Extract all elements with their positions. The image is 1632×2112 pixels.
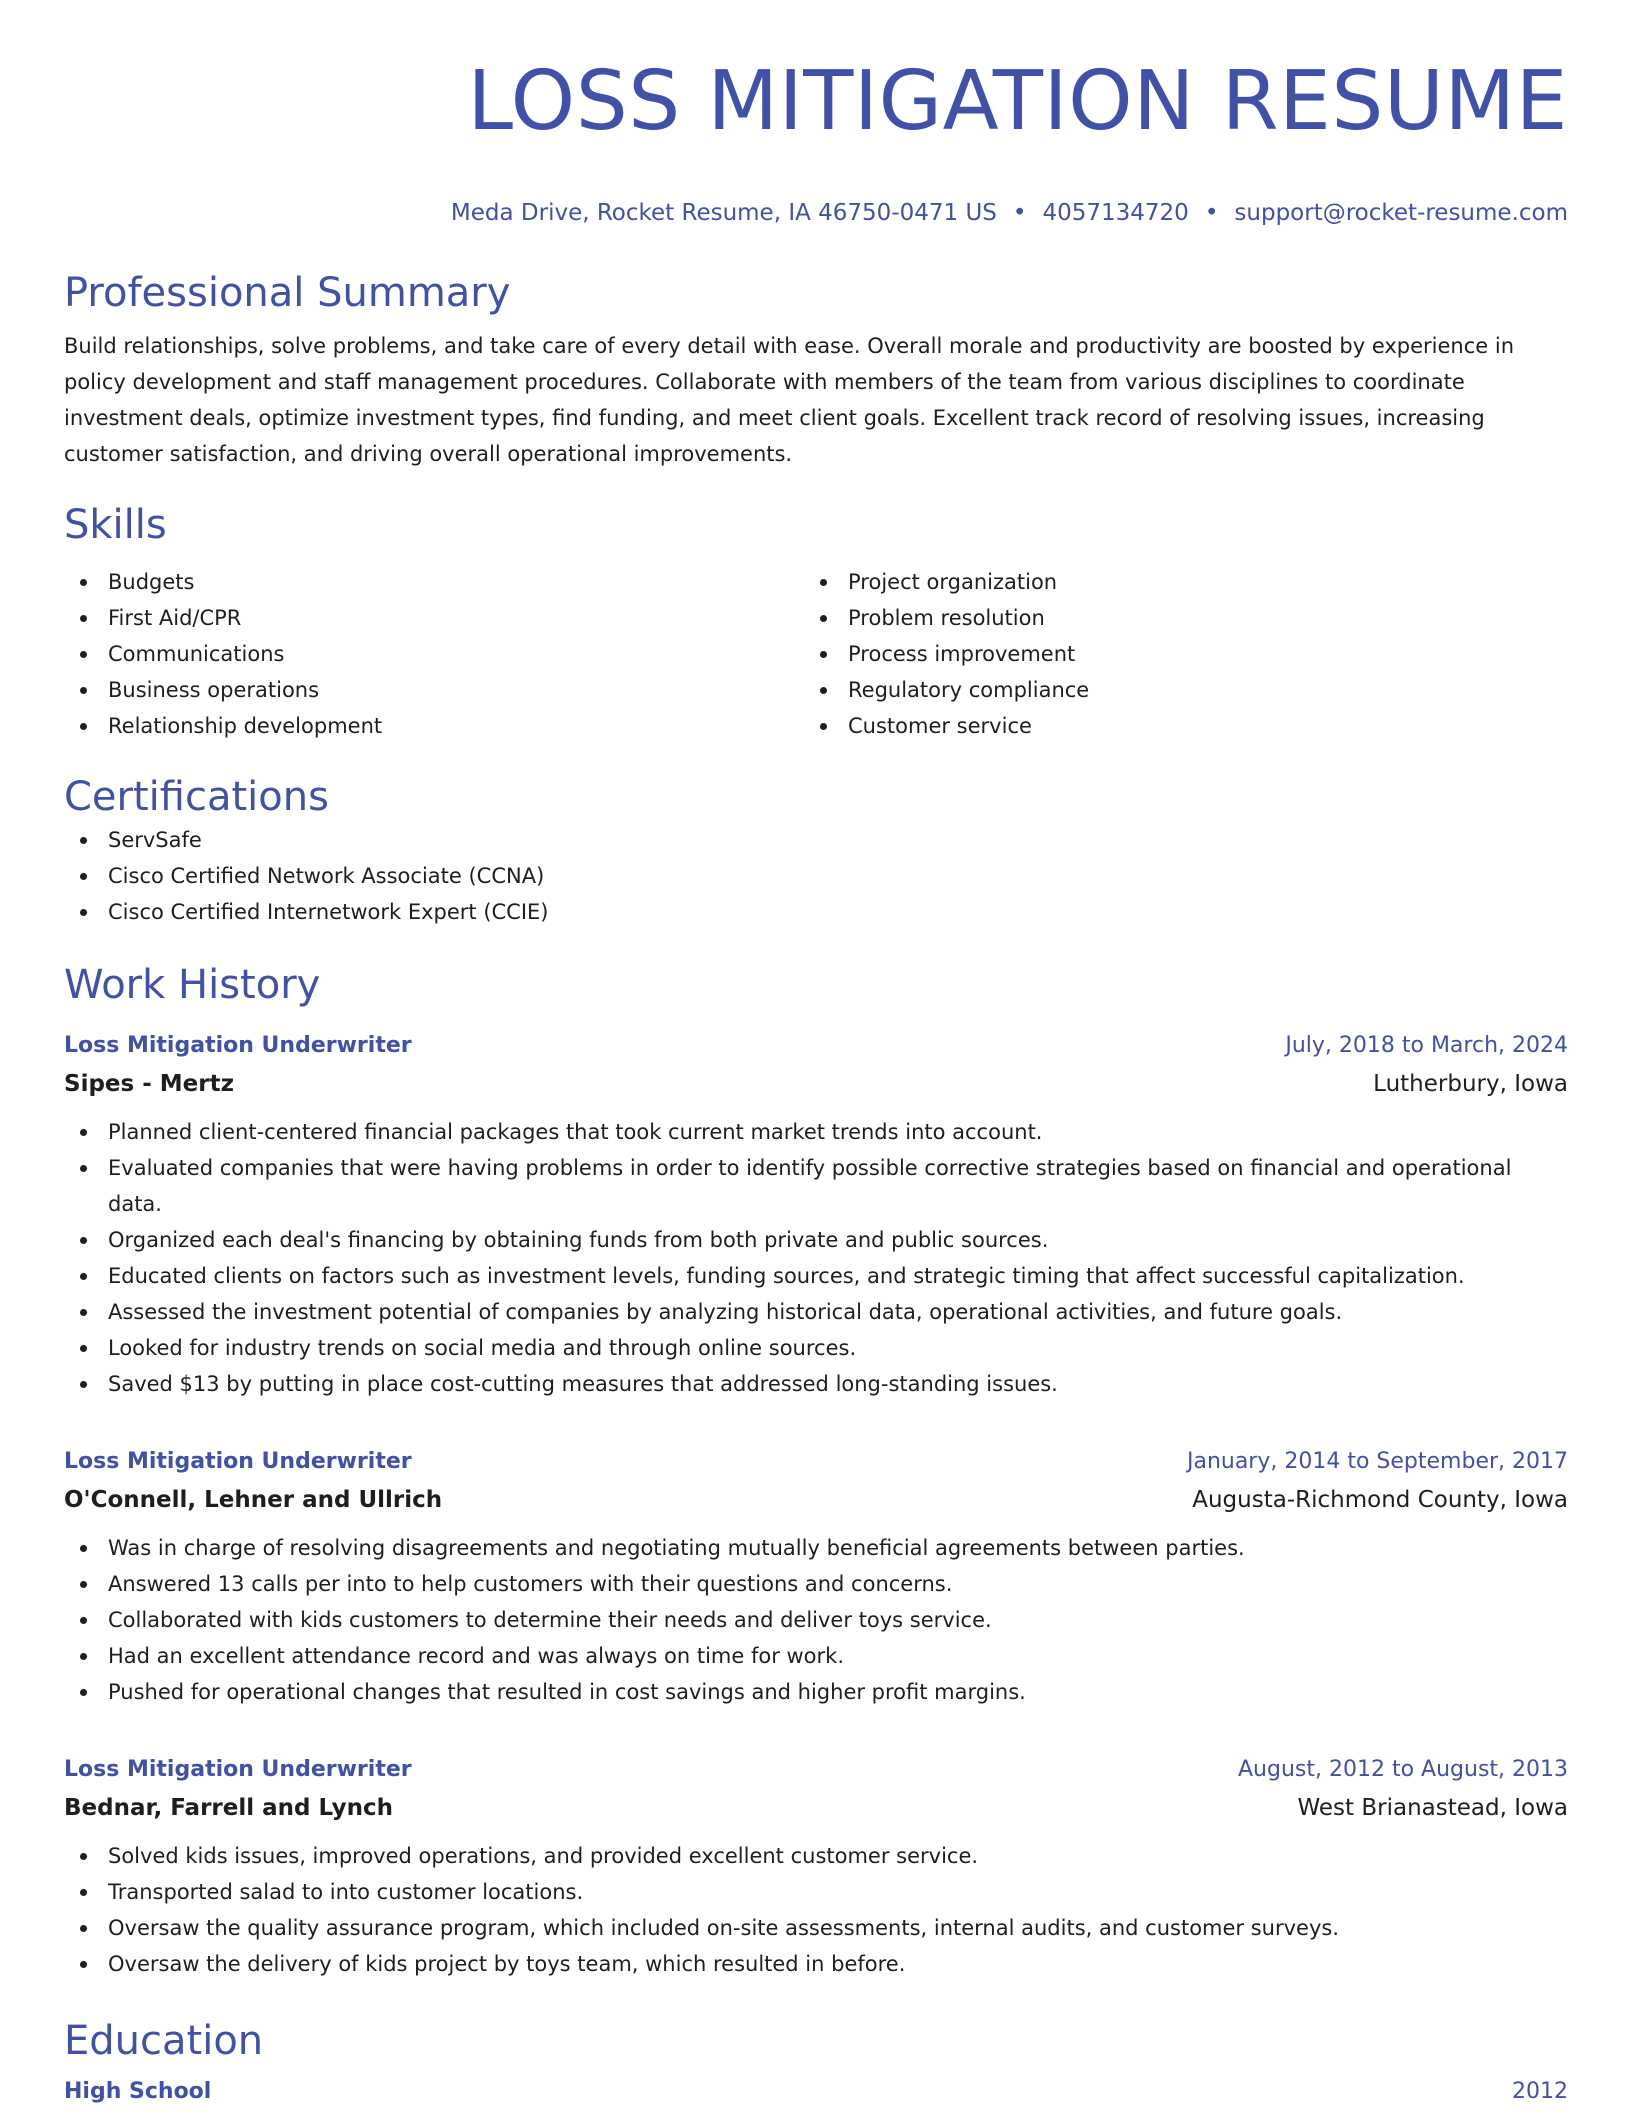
skills-column-left [64, 564, 816, 744]
skill-item: First Aid/CPR [64, 600, 816, 636]
education-heading: Education [64, 2018, 264, 2064]
job-location: Lutherbury, Iowa [1373, 1071, 1568, 1097]
job-bullet: Answered 13 calls per into to help customers with their questions and concerns. [64, 1566, 1568, 1602]
job-bullet: Pushed for operational changes that resulted in cost savings and higher profit margins. [64, 1674, 1568, 1710]
resume-title: LOSS MITIGATION RESUME [467, 54, 1568, 149]
skills-grid [64, 564, 1568, 744]
skill-item: Business operations [64, 672, 816, 708]
job-location: West Brianastead, Iowa [1297, 1795, 1568, 1821]
education-entry [64, 2074, 1568, 2110]
contact-address: Meda Drive, Rocket Resume, IA 46750-0471 US [450, 200, 997, 226]
job-company: O'Connell, Lehner and Ullrich [64, 1487, 443, 1513]
job-bullets [64, 1838, 1568, 1982]
contact-separator: • [1012, 200, 1027, 226]
job-bullet: Collaborated with kids customers to determine their needs and deliver toys service. [64, 1602, 1568, 1638]
job-bullet: Oversaw the quality assurance program, which included on-site assessments, internal audits, and customer surveys. [64, 1910, 1568, 1946]
contact-phone: 4057134720 [1042, 200, 1189, 226]
certifications-list [64, 822, 1568, 930]
job-bullet: Solved kids issues, improved operations, and provided excellent customer service. [64, 1838, 1568, 1874]
certifications-heading: Certifications [64, 774, 329, 820]
job-bullet: Was in charge of resolving disagreements and negotiating mutually beneficial agreements between parties. [64, 1530, 1568, 1566]
skill-item: Customer service [816, 708, 1568, 744]
job-header-row [64, 1028, 1568, 1064]
job-company: Bednar, Farrell and Lynch [64, 1795, 393, 1821]
job-dates: August, 2012 to August, 2013 [1238, 1757, 1568, 1782]
job-entry [64, 1028, 1568, 1402]
job-bullet: Saved $13 by putting in place cost-cutting measures that addressed long-standing issues. [64, 1366, 1568, 1402]
job-company: Sipes - Mertz [64, 1071, 234, 1097]
job-bullet: Educated clients on factors such as investment levels, funding sources, and strategic timing that affect successful capitalization. [64, 1258, 1568, 1294]
job-entry [64, 1752, 1568, 1982]
job-bullet: Looked for industry trends on social media and through online sources. [64, 1330, 1568, 1366]
job-entry [64, 1444, 1568, 1710]
job-dates: January, 2014 to September, 2017 [1186, 1449, 1568, 1474]
job-title: Loss Mitigation Underwriter [64, 1449, 412, 1474]
certification-item: ServSafe [64, 822, 1568, 858]
skill-item: Budgets [64, 564, 816, 600]
job-bullet: Organized each deal's financing by obtaining funds from both private and public sources. [64, 1222, 1568, 1258]
job-company-row [64, 1480, 1568, 1520]
job-bullet: Assessed the investment potential of companies by analyzing historical data, operational activities, and future goals. [64, 1294, 1568, 1330]
job-title: Loss Mitigation Underwriter [64, 1033, 412, 1058]
certification-item: Cisco Certified Internetwork Expert (CCIE) [64, 894, 1568, 930]
job-dates: July, 2018 to March, 2024 [1285, 1033, 1568, 1058]
education-title: High School [64, 2079, 212, 2104]
skills-list-left [64, 564, 816, 744]
skill-item: Process improvement [816, 636, 1568, 672]
certification-item: Cisco Certified Network Associate (CCNA) [64, 858, 1568, 894]
skill-item: Relationship development [64, 708, 816, 744]
job-bullet: Evaluated companies that were having problems in order to identify possible corrective strategies based on financial and operational data. [64, 1150, 1568, 1222]
education-year: 2012 [1512, 2079, 1568, 2104]
skill-item: Communications [64, 636, 816, 672]
job-bullet: Oversaw the delivery of kids project by toys team, which resulted in before. [64, 1946, 1568, 1982]
skills-list-right [816, 564, 1568, 744]
job-bullet: Planned client-centered financial packages that took current market trends into account. [64, 1114, 1568, 1150]
job-header-row [64, 1752, 1568, 1788]
job-bullet: Had an excellent attendance record and was always on time for work. [64, 1638, 1568, 1674]
contact-separator: • [1204, 200, 1219, 226]
work-history-heading: Work History [64, 962, 321, 1008]
summary-text: Build relationships, solve problems, and take care of every detail with ease. Overall morale and productivity are boosted by experience in policy development and staff management procedures. Collaborate with members of the team from various disciplines to coordinate investment deals, optimize investment types, find funding, and meet client goals. Excellent track record of resolving issues, increasing customer satisfaction, and driving overall operational improvements. [64, 334, 1515, 466]
contact-line [64, 198, 1568, 228]
summary-heading: Professional Summary [64, 270, 511, 316]
job-bullets [64, 1114, 1568, 1402]
skill-item: Regulatory compliance [816, 672, 1568, 708]
job-company-row [64, 1064, 1568, 1104]
skill-item: Project organization [816, 564, 1568, 600]
job-bullet: Transported salad to into customer locations. [64, 1874, 1568, 1910]
skills-heading: Skills [64, 502, 167, 548]
contact-email: support@rocket-resume.com [1234, 200, 1568, 226]
job-bullets [64, 1530, 1568, 1710]
job-title: Loss Mitigation Underwriter [64, 1757, 412, 1782]
job-header-row [64, 1444, 1568, 1480]
skills-column-right [816, 564, 1568, 744]
skill-item: Problem resolution [816, 600, 1568, 636]
job-company-row [64, 1788, 1568, 1828]
job-location: Augusta-Richmond County, Iowa [1192, 1487, 1568, 1513]
